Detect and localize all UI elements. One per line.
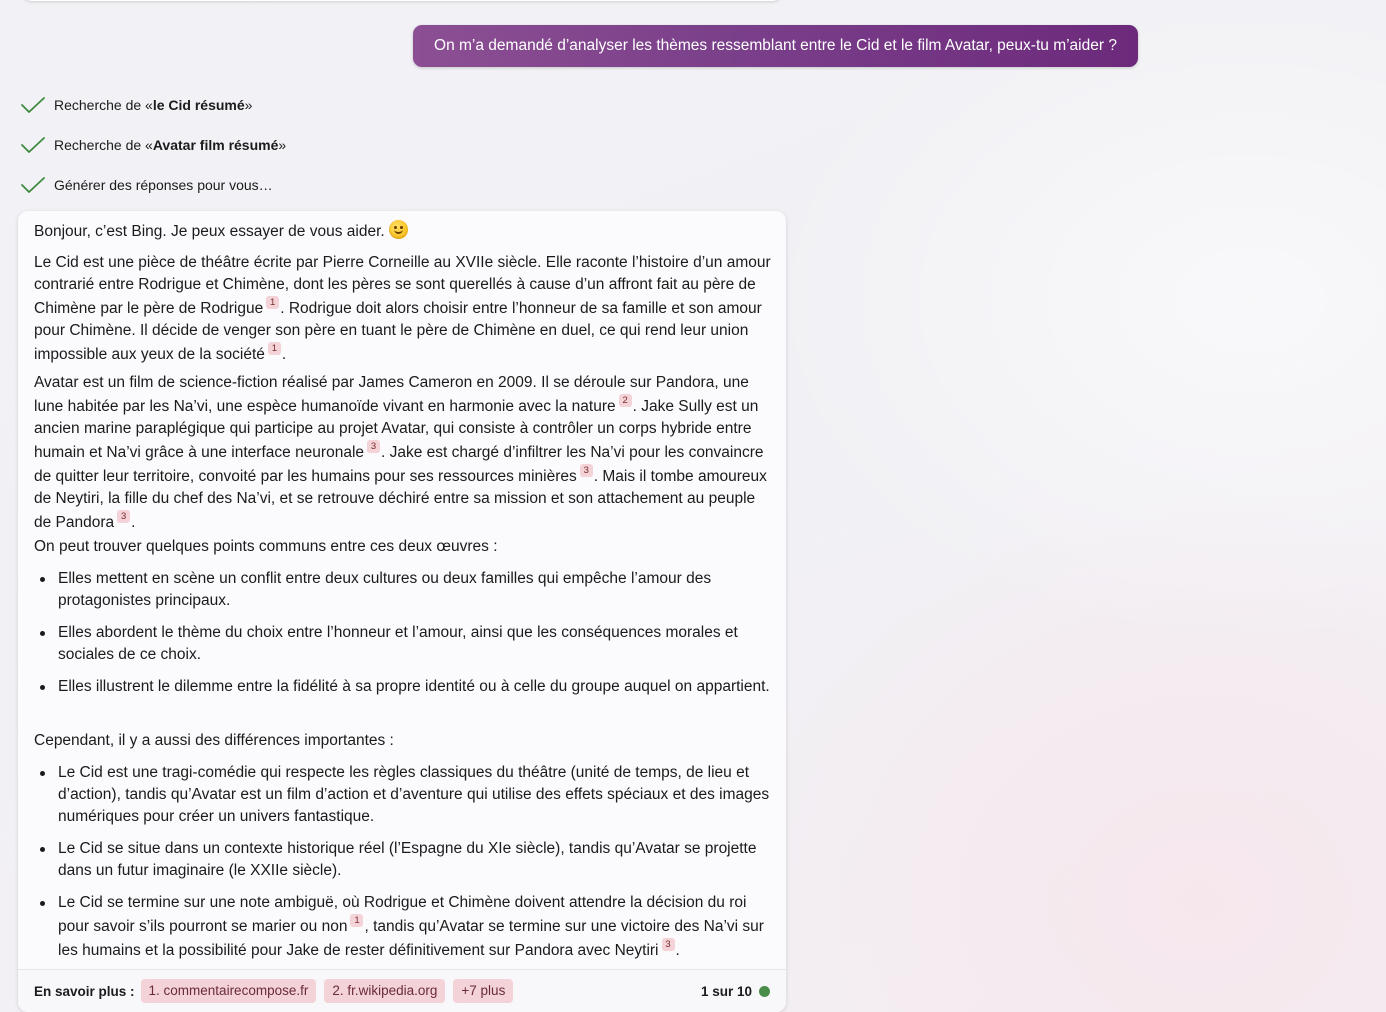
citation-3[interactable]: 3: [117, 510, 130, 523]
more-sources-link[interactable]: +7 plus: [453, 979, 513, 1003]
common-points-intro: On peut trouver quelques points communs entre ces deux œuvres :: [34, 538, 498, 555]
learn-more-footer: [18, 969, 786, 1012]
source-link-commentairecompose[interactable]: 1. commentairecompose.fr: [141, 979, 317, 1003]
status-text: Recherche de «le Cid résumé»: [54, 97, 253, 113]
status-generating: [20, 174, 273, 196]
previous-card-edge: [22, 0, 782, 1]
list-item-difference-3: Le Cid se termine sur une note ambiguë, où Rodrigue et Chimène doivent attendre la décision du roi pour savoir s’ils pourront se marier ou non 1 , tandis qu’Avatar se termine sur une victoire des Na’vi sur les humains et la possibilité pour Jake de rester définitivement sur Pandora avec Neytiri 3 .: [34, 892, 774, 962]
list-item-difference-1: Le Cid est une tragi-comédie qui respecte les règles classiques du théâtre (unité de temps, de lieu et d’action), tandis qu’Avatar est un film d’action et d’aventure qui utilise des effets spéciaux et des images numériques pour créer un univers fantastique.: [34, 762, 774, 828]
check-icon: [20, 134, 46, 156]
status-text: Générer des réponses pour vous…: [54, 177, 273, 193]
learn-more-label: En savoir plus :: [34, 983, 135, 999]
citation-3[interactable]: 3: [580, 464, 593, 477]
greeting: Bonjour, c’est Bing. Je peux essayer de vous aider.: [34, 220, 774, 243]
turn-counter: 1 sur 10: [700, 983, 752, 999]
smiling-face-emoji: [389, 220, 408, 239]
paragraph-avatar: Avatar est un film de science-fiction réalisé par James Cameron en 2009. Il se déroule sur Pandora, une lune habitée par les Na’vi, une espèce humanoïde vivant en harmonie avec la nature 2 . Jake Sully est un ancien marine paraplégique qui participe au projet Avatar, qui consiste à contrôler un corps hybride entre humain et Na’vi grâce à une interface neuronale 3 . Jake est chargé d’infiltrer les Na’vi pour les convaincre de quitter leur territoire, convoité par les humains pour ses ressources minières 3 . Mais il tombe amoureux de Neytiri, la fille du chef des Na’vi, et se retrouve déchiré entre sa mission et son attachement au peuple de Pandora 3 .: [34, 374, 767, 531]
citation-3[interactable]: 3: [367, 440, 380, 453]
check-icon: [20, 174, 46, 196]
check-icon: [20, 94, 46, 116]
citation-2[interactable]: 2: [619, 394, 632, 407]
citation-1[interactable]: 1: [350, 914, 363, 927]
citation-3[interactable]: 3: [662, 938, 675, 951]
list-item-difference-2: Le Cid se situe dans un contexte historique réel (l’Espagne du XIe siècle), tandis qu’Avatar se projette dans un futur imaginaire (le XXIIe siècle).: [34, 838, 774, 882]
paragraph-le-cid: Le Cid est une pièce de théâtre écrite par Pierre Corneille au XVIIe siècle. Elle raconte l’histoire d’un amour contrarié entre Rodrigue et Chimène, dont les pères se sont querellés à cause d’un affront fait au père de Chimène par le père de Rodrigue 1 . Rodrigue doit alors choisir entre l’honneur de sa famille et son amour pour Chimène. Il décide de venger son père en tuant le père de Chimène en duel, ce qui rend leur union impossible aux yeux de la société 1 .: [34, 254, 771, 363]
list-item-common-3: Elles illustrent le dilemme entre la fidélité à sa propre identité ou à celle du groupe auquel on appartient.: [34, 676, 774, 698]
status-search-avatar: [20, 134, 286, 156]
source-link-wikipedia[interactable]: 2. fr.wikipedia.org: [324, 979, 445, 1003]
citation-1[interactable]: 1: [268, 342, 281, 355]
differences-intro: Cependant, il y a aussi des différences importantes :: [34, 732, 394, 749]
user-message: On m’a demandé d’analyser les thèmes ressemblant entre le Cid et le film Avatar, peux-tu m’aider ?: [413, 25, 1138, 67]
citation-1[interactable]: 1: [266, 296, 279, 309]
bing-answer-card: [18, 211, 786, 1012]
status-search-le-cid: [20, 94, 252, 116]
status-text: Recherche de «Avatar film résumé»: [54, 137, 287, 153]
list-item-common-1: Elles mettent en scène un conflit entre deux cultures ou deux familles qui empêche l’amour des protagonistes principaux.: [34, 568, 774, 612]
status-dot-icon: [759, 986, 770, 997]
list-item-common-2: Elles abordent le thème du choix entre l’honneur et l’amour, ainsi que les conséquences morales et sociales de ce choix.: [34, 622, 774, 666]
